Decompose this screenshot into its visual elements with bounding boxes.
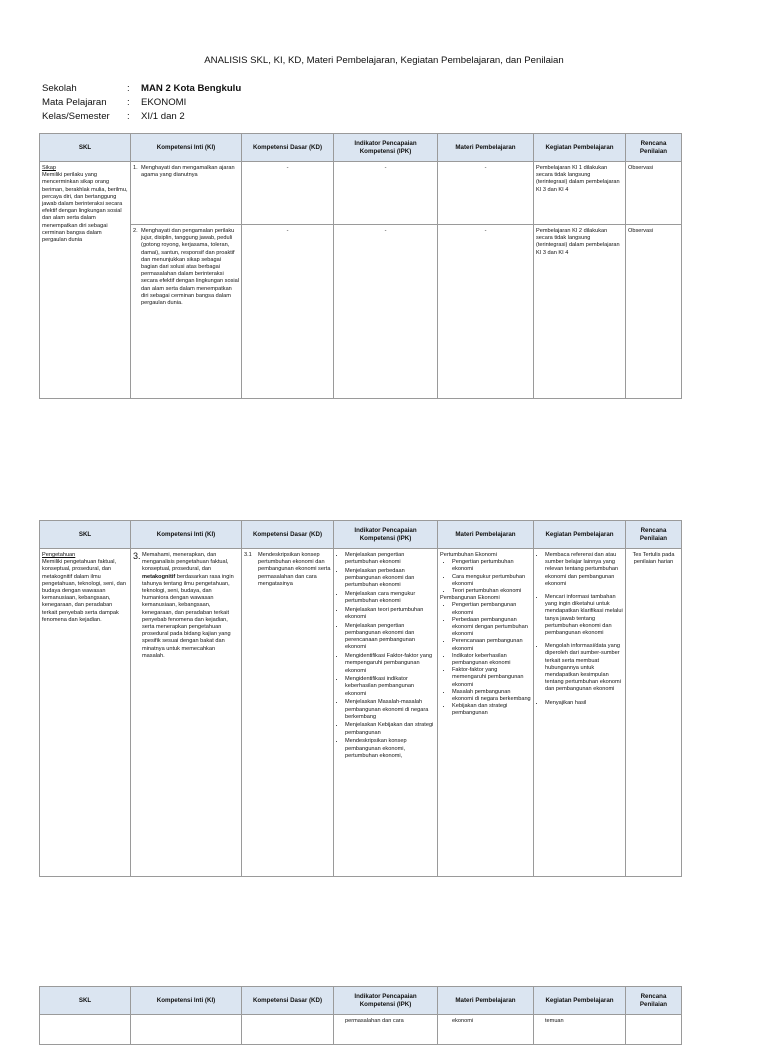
list-item: • Mengidentifikasi indikator keberhasilan pembangunan ekonomi [345,676,435,698]
list-item: • Mengolah informasi/data yang diperoleh dari sumber-sumber terkait serta membuat hubungannya untuk mendapatkan kesimpulan tentang pertumbuhan ekonomi dan pembangunan ekonomi [545,643,623,693]
materi-heading: Pertumbuhan Ekonomi [440,552,497,558]
ki-bold-text: metakognitif [142,573,176,580]
kd-cell: - [242,162,334,225]
ki-cell [131,1015,242,1045]
info-separator: : [127,83,130,94]
list-item: • Menjelaskan Kebijakan dan strategi pembangunan [345,722,435,736]
header-materi: Materi Pembelajaran [438,521,534,549]
table-row [40,162,682,225]
ki-text-cont: berdasarkan rasa ingin tahunya tentang ilmu pengetahuan, teknologi, seni, budaya, dan humaniora dengan wawasan kemanusiaan, kebangsaan, kenegaraan, dan peradaban terkait penyebab fenomena dan kejadian, serta menerapkan pengetahuan prosedural pada bidang kajian yang spesifik sesuai dengan bakat dan minatnya untuk memecahkan masalah. [142,573,234,659]
skl-cell [40,162,131,399]
list-item: • Menjelaskan pengertian pembangunan ekonomi dan perencanaan pembangunan ekonomi [345,623,435,652]
ipk-cell: - [334,162,438,225]
table-header-row [40,521,682,549]
info-value: MAN 2 Kota Bengkulu [141,83,242,94]
document-title: ANALISIS SKL, KI, KD, Materi Pembelajaran, Kegiatan Pembelajaran, dan Penilaian [204,55,564,66]
penilaian-cell [626,1015,682,1045]
penilaian-cell: Observasi [626,162,682,225]
kd-text: Mendeskripsikan konsep pertumbuhan ekonomi dan pembangunan ekonomi serta permasalahan dan cara mengatasinya [258,552,331,587]
info-value: XI/1 dan 2 [141,111,185,122]
list-item: • Perbedaan pembangunan ekonomi dengan pertumbuhan ekonomi [452,617,531,639]
skl-title: Pengetahuan [42,552,76,558]
ki-number: 2. [133,228,138,234]
ki-text: Memahami, menerapkan, dan menganalisis pengetahuan faktual, konseptual, prosedural, dan [142,552,229,573]
ki-cell [131,162,242,225]
header-kegiatan: Kegiatan Pembelajaran [534,987,626,1015]
kd-cell: - [242,225,334,399]
info-row-mata-pelajaran [42,96,241,110]
ki-text: Menghayati dan pengamalan perilaku jujur, disiplin, tanggung jawab, peduli (gotong royong, kerjasama, toleran, damai), santun, responsif dan proaktif dan menunjukkan sikap sebagai bagian dari solusi atas berbagai permasalahan dalam berinteraksi secara efektif dengan lingkungan sosial dan alam serta dalam menempatkan diri sebagai cerminan bangsa dalam pergaulan dunia. [141,228,239,307]
header-ki: Kompetensi Inti (KI) [131,134,242,162]
materi-cell [438,549,534,877]
materi-cell: ekonomi [438,1015,534,1045]
skl-text: Memiliki perilaku yang mencerminkan sikap orang beriman, berakhlak mulia, berilmu, percaya diri, dan bertanggung jawab dalam berinteraksi secara efektif dengan lingkungan sosial dan alam serta dalam menempatkan diri sebagai cerminan bangsa dalam pergaulan dunia [42,172,128,244]
kd-cell [242,549,334,877]
materi-cell: - [438,225,534,399]
document-info [42,82,241,124]
header-materi: Materi Pembelajaran [438,134,534,162]
header-ipk: Indikator Pencapaian Kompetensi (IPK) [334,987,438,1015]
list-item: • Membaca referensi dan atau sumber belajar lainnya yang relevan tentang pertumbuhan ekonomi dan pembangunan ekonomi [545,552,623,588]
info-label: Mata Pelajaran [42,97,107,108]
table-row [40,549,682,877]
ki-number: 3. [133,551,141,561]
analysis-table-pengetahuan [39,520,682,877]
header-skl: SKL [40,987,131,1015]
skl-title: Sikap [42,165,56,171]
table-header-row [40,987,682,1015]
kegiatan-cell [534,549,626,877]
header-ipk: Indikator Pencapaian Kompetensi (IPK) [334,134,438,162]
header-penilaian: Rencana Penilaian [626,134,682,162]
list-item: • Kebijakan dan strategi pembangunan [452,703,531,717]
list-item: • Mengidentifikasi Faktor-faktor yang mempengaruhi pembangunan ekonomi [345,653,435,675]
skl-cell [40,549,131,877]
list-item: • Menjelaskan pengertian pertumbuhan ekonomi [345,552,435,566]
header-kd: Kompetensi Dasar (KD) [242,987,334,1015]
penilaian-cell: Observasi [626,225,682,399]
ki-number: 1. [133,165,138,171]
list-item: • Pengertian pembangunan ekonomi [452,602,531,616]
materi-heading: Pembangunan Ekonomi [440,595,500,602]
list-item: • Menjelaskan cara mengukur pertumbuhan ekonomi [345,591,435,605]
ki-text: Menghayati dan mengamalkan ajaran agama yang dianutnya [141,165,235,179]
analysis-table-sikap [39,133,682,399]
list-item: • Mendeskripsikan konsep pembangunan ekonomi, pertumbuhan ekonomi, [345,738,435,760]
ipk-list [336,552,435,760]
list-item: • Menyajikan hasil [545,700,623,707]
header-materi: Materi Pembelajaran [438,987,534,1015]
header-skl: SKL [40,134,131,162]
kegiatan-cell: temuan [534,1015,626,1045]
ipk-cell [334,549,438,877]
kd-cell [242,1015,334,1045]
kegiatan-list [536,552,623,707]
penilaian-cell: Tes Tertulis pada penilaian harian [626,549,682,877]
header-ipk: Indikator Pencapaian Kompetensi (IPK) [334,521,438,549]
info-row-sekolah [42,82,241,96]
header-ki: Kompetensi Inti (KI) [131,987,242,1015]
list-item: • Faktor-faktor yang memengaruhi pembangunan ekonomi [452,667,531,689]
info-separator: : [127,97,130,108]
materi-cell: - [438,162,534,225]
list-item: • Menjelaskan teori pertumbuhan ekonomi [345,607,435,621]
header-kegiatan: Kegiatan Pembelajaran [534,521,626,549]
list-item: • Menjelaskan perbedaan pembangunan ekonomi dan pertumbuhan ekonomi [345,568,435,590]
info-value: EKONOMI [141,97,187,108]
list-item: • Cara mengukur pertumbuhan ekonomi [452,574,531,588]
info-row-kelas-semester [42,110,241,124]
info-separator: : [127,111,130,122]
header-penilaian: Rencana Penilaian [626,987,682,1015]
ipk-cell: permasalahan dan cara [334,1015,438,1045]
info-label: Sekolah [42,83,77,94]
list-item: • Mencari informasi tambahan yang ingin diketahui untuk mendapatkan klarifikasi melalui tanya jawab tentang pertumbuhan ekonomi dan pembangunan ekonomi [545,594,623,637]
info-label: Kelas/Semester [42,111,110,122]
materi-list [440,602,531,717]
kd-number: 3.1 [244,552,252,558]
table-row [40,1015,682,1045]
skl-cell [40,1015,131,1045]
ki-cell [131,225,242,399]
header-skl: SKL [40,521,131,549]
list-item: • Pengertian pertumbuhan ekonomi [452,559,531,573]
ki-cell [131,549,242,877]
list-item: • Perencanaan pembangunan ekonomi [452,638,531,652]
analysis-table-continued [39,986,682,1045]
header-kd: Kompetensi Dasar (KD) [242,521,334,549]
table-row [40,225,682,399]
skl-text: Memiliki pengetahuan faktual, konseptual, prosedural, dan metakognitif dalam ilmu pengetahuan, teknologi, seni, dan budaya dengan wawasan kemanusiaan, kebangsaan, kenegaraan, dan peradaban terkait penyebab serta dampak fenomena dan kejadian. [42,559,126,623]
header-kd: Kompetensi Dasar (KD) [242,134,334,162]
header-ki: Kompetensi Inti (KI) [131,521,242,549]
list-item: • Menjelaskan Masalah-masalah pembangunan ekonomi di negara berkembang [345,699,435,721]
table-header-row [40,134,682,162]
kegiatan-cell: Pembelajaran KI 1 dilakukan secara tidak langsung (terintegrasi) dalam pembelajaran KI 3 dan KI 4 [534,162,626,225]
list-item: • Masalah pembangunan ekonomi di negara berkembang [452,689,531,703]
header-kegiatan: Kegiatan Pembelajaran [534,134,626,162]
list-item: • Teori pertumbuhan ekonomi [452,588,531,595]
ipk-cell: - [334,225,438,399]
materi-list [440,559,531,595]
list-item: • Indikator keberhasilan pembangunan ekonomi [452,653,531,667]
kegiatan-cell: Pembelajaran KI 2 dilakukan secara tidak langsung (terintegrasi) dalam pembelajaran KI 3 dan KI 4 [534,225,626,399]
header-penilaian: Rencana Penilaian [626,521,682,549]
